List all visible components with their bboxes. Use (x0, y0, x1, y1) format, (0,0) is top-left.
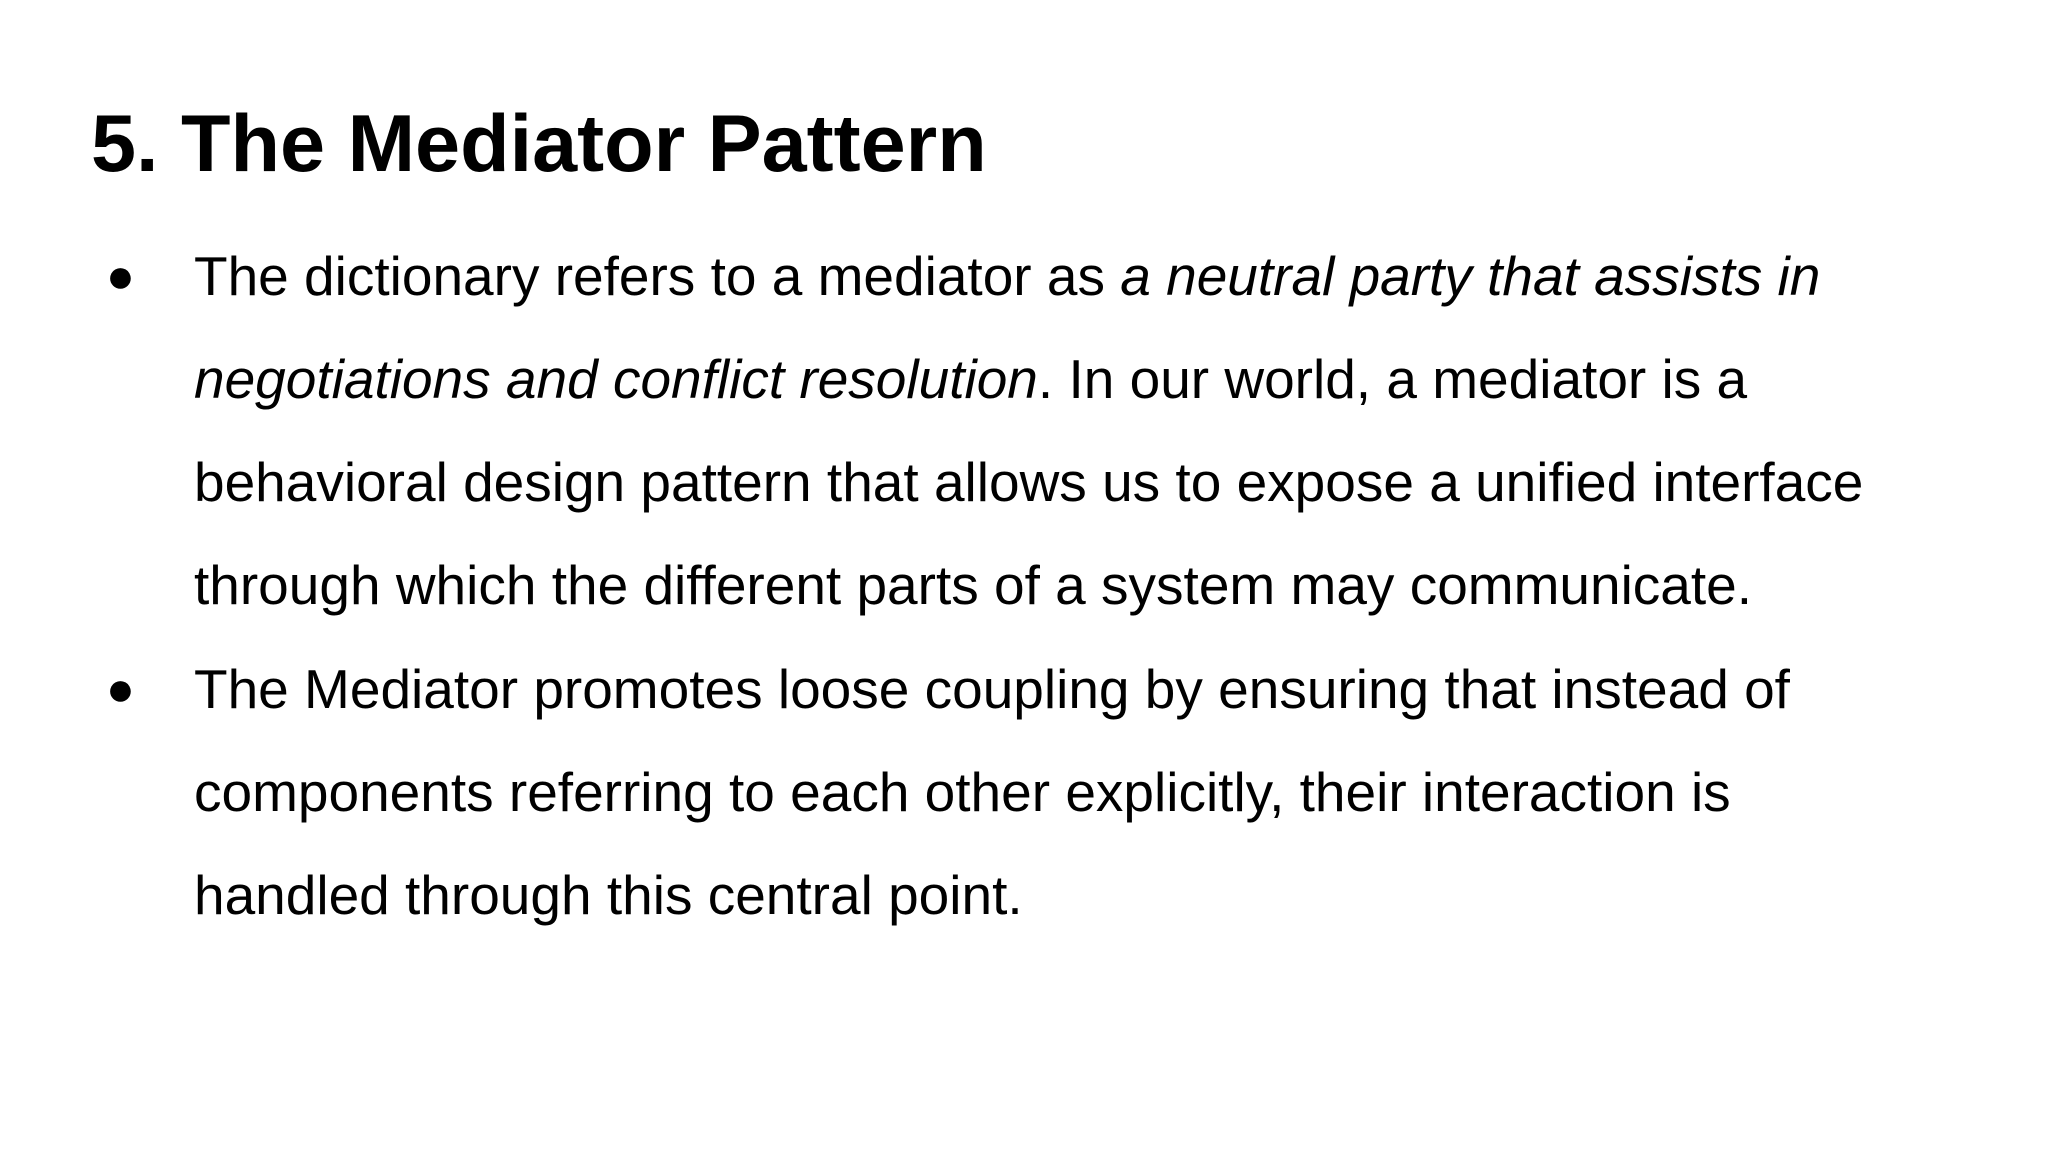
italic-text-run: negotiations and conflict resolution (194, 348, 1038, 410)
text-run: . In our world, a mediator is a (1037, 348, 1748, 410)
text-line (194, 638, 1994, 741)
text-line (194, 741, 1994, 844)
bullet-text (194, 638, 1994, 947)
text-line (194, 431, 1994, 534)
text-run: components referring to each other explicitly, their interaction is (194, 761, 1731, 823)
text-line (194, 844, 1994, 947)
text-run: The Mediator promotes loose coupling by ensuring that instead of (194, 658, 1790, 720)
text-line (194, 328, 1994, 431)
slide-title: 5. The Mediator Pattern (91, 99, 987, 189)
bullet-point-icon: ● (106, 250, 135, 303)
text-run: behavioral design pattern that allows us to expose a unified interface (194, 451, 1864, 513)
text-run: The dictionary refers to a mediator as (194, 245, 1121, 307)
bullet-point-icon: ● (106, 663, 135, 716)
text-line (194, 225, 1994, 328)
italic-text-run: a neutral party that assists in (1120, 245, 1821, 307)
bullet-text (194, 225, 1994, 637)
text-run: through which the different parts of a system may communicate. (194, 554, 1753, 616)
text-line (194, 534, 1994, 637)
text-run: handled through this central point. (194, 864, 1023, 926)
